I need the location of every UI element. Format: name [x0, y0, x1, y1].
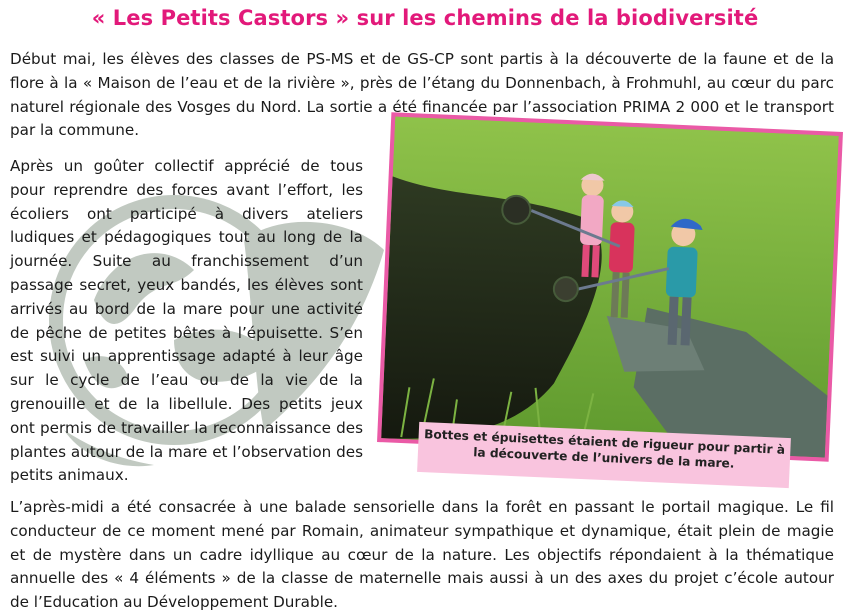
activity-paragraph: Après un goûter collectif apprécié de tous pour reprendre des forces avant l’effort, les écoliers ont participé à divers ateliers ludiques et pédagogiques tout au long de la journée. Suite au franchissement d’un passage secret, yeux bandés, les élèves sont arrivés au bord de la mare pour une activité de pêche de petites bêtes à l’épuisette. S’en est suivi un apprentissage adapté à leur âge sur le cycle de l’eau ou de la vie de la grenouille et de la libellule. Des petits jeux ont permis de travailler la reconnaissance des plantes autour de la mare et l’observation des petits animaux. [10, 157, 363, 485]
photo-caption: Bottes et épuisettes étaient de rigueur pour partir à la découverte de l’univers de la mare. [417, 422, 791, 488]
intro-paragraph: Début mai, les élèves des classes de PS-MS et de GS-CP sont partis à la découverte de la faune et de la flore à la « Maison de l’eau et de la rivière », près de l’étang du Donnenbach, à Frohmuhl, au cœur du parc naturel régionale des Vosges du Nord. La sortie a été financée par l’association PRIMA 2 000 et le transport par la commune. [10, 50, 834, 140]
article-title: « Les Petits Castors » sur les chemins de la biodiversité [91, 6, 759, 30]
children-pond-photo [381, 116, 839, 457]
pond-photo-frame [377, 112, 843, 461]
afternoon-paragraph: L’après-midi a été consacrée à une balade sensorielle dans la forêt en passant le portail magique. Le fil conducteur de ce moment mené par Romain, animateur sympathique et dynamique, était plein de magie et de mystère dans un cadre idyllique au cœur de la nature. Les objectifs répondaient à la thématique annuelle des « 4 éléments » de la classe de maternelle mais aussi à un des axes du projet c’école autour de l’Education au Développement Durable. [10, 498, 834, 612]
